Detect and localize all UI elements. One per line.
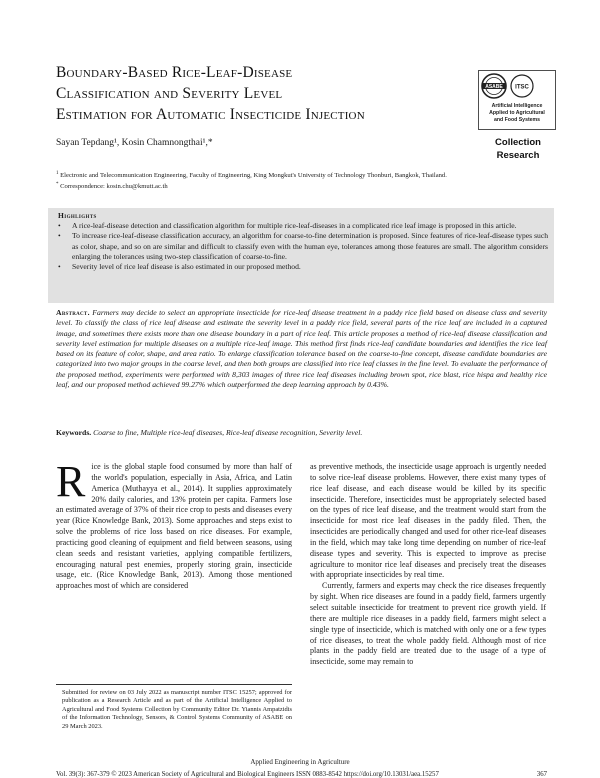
affiliations	[56, 169, 447, 191]
body-paragraph: as preventive methods, the insecticide usage approach is urgently needed to solve rice-leaf disease problems. However, there exist many types of rice leaf disease, and each disease would be killed by its specific insecticide. Therefore, insecticides must be appropriately selected based on the types of rice leaf disease, and the treatment would start from the insecticide for most rice leaf diseases in the paddy filed. Then, the insecticides are periodically changed and used for other rice-leaf diseases in the field, which may take long time depending on number of rice-leaf disease types and severity. This is expected to improve as precise agriculture to monitor rice leaf diseases and precisely treat the diseases with appropriate insecticides by real time.	[310, 462, 546, 580]
title-line: Boundary-Based Rice-Leaf-Disease	[56, 64, 293, 81]
title-line: Estimation for Automatic Insecticide Injection	[56, 106, 365, 123]
itsc-logo-icon	[511, 75, 533, 97]
abstract-text: Farmers may decide to select an appropriate insecticide for rice-leaf disease treatment in a paddy rice field based on disease class and severity level. To classify the class of rice leaf disease and estimate the severity level in a paddy rice field, several parts of the rice leaf are included in a captured image, and sometimes there exists more than one disease boundary in a part of rice leaf. This article proposes a method of rice-leaf disease classification and severity level estimation for multiple diseases on a multiple rice-leaf image. This method first finds rice-leaf candidate boundaries and identifies the rice leaf based on its feature of color, shape, and area ratio. To enlarge classification tolerance based on the coarse-to-fine concept, disease candidate boundaries are categorized into two major groups in the coarse level, and then both groups are classified into rice leaf classes in the fine level. To evaluate the performance of the proposed method, experiments were performed with 8,303 images of three rice leaf diseases including brown spot, rice blast, rice hispa and healthy rice leaf, and our proposed method achieved 99.27% which outperformed the deep learning approach by 0.43%.	[56, 308, 548, 390]
keywords-text: Coarse to fine, Multiple rice-leaf diseases, Rice-leaf disease recognition, Severity level.	[93, 428, 363, 437]
authors: Sayan Tepdang¹, Kosin Chamnongthai¹,*	[56, 138, 213, 148]
asabe-text: ASABE	[485, 84, 503, 90]
bullet-icon: •	[58, 231, 61, 241]
drop-cap: R	[56, 457, 86, 506]
bullet-icon: •	[58, 262, 61, 272]
collection-badge	[478, 70, 556, 130]
title-line: Classification and Severity Level	[56, 85, 283, 102]
article-title	[56, 62, 456, 125]
badge-caption: Applied to Agricultural	[489, 110, 545, 116]
footnote-divider	[56, 684, 292, 685]
collection-label	[470, 136, 566, 162]
page-footer	[56, 771, 547, 778]
submission-footnote: Submitted for review on 03 July 2022 as manuscript number ITSC 15257; approved for publication as a Research Article and as part of the Artificial Intelligence Applied to Agricultural and Food Systems Collection by Community Editor Dr. Yiannis Ampatzidis of the Information Technology, Sensors, & Control Systems Community of ASABE on 29 March 2023.	[62, 689, 292, 730]
keywords-label: Keywords.	[56, 428, 92, 437]
body-paragraph: ice is the global staple food consumed by more than half of the world's population, especially in Asia, Africa, and Latin America (Muthayya et al., 2014). It supplies approximately 20% daily calories, and 13% protein per capita. Farmers lose an estimated average of 37% of their rice crop to pests and diseases every year (Rice Knowledge Bank, 2013). Some approaches and steps exist to solve the problems of rice loss based on rice diseases. For example, practicing good cleaning of equipment and field between seasons, using clean seeds and resistant varieties, applying compatible fertilizers, encouraging natural pest enemies, properly storing grain, insecticide usage, etc. (Rice Knowledge Bank, 2013). Among those mentioned approaches most of which are considered	[56, 462, 292, 591]
abstract	[56, 308, 547, 390]
journal-name: Applied Engineering in Agriculture	[250, 758, 350, 766]
highlights-heading: Highlights	[58, 211, 97, 220]
collection-label-line: Research	[496, 150, 540, 161]
abstract-label: Abstract.	[56, 308, 90, 317]
affiliation-2	[56, 180, 447, 191]
highlight-text: To increase rice-leaf-disease classification accuracy, an algorithm for coarse-to-fine determination is proposed. Since features of rice-leaf-disease types such as color, shape, and so on are similar and difficult to classify even with the human eye, tolerances among those features are small. The algorithm considers enlarging the tolerances using two-step classification of coarse-to-fine.	[72, 231, 548, 261]
highlight-text: Severity level of rice leaf disease is also estimated in our proposed method.	[72, 262, 301, 272]
highlight-text: A rice-leaf-disease detection and classification algorithm for multiple rice-leaf-diseases in a complicated rice leaf image is proposed in this article.	[72, 221, 517, 230]
body-column-right	[310, 462, 546, 668]
affiliation-mark: *	[56, 182, 59, 188]
asabe-logo-icon	[482, 74, 506, 98]
body-column-left	[56, 457, 292, 592]
page-number: 367	[536, 771, 547, 778]
keywords	[56, 428, 547, 437]
citation-line: Vol. 39(3): 367-379 © 2023 American Society of Agricultural and Biological Engineers ISSN 0883-8542 https://doi.org/10.13031/aea.15257	[56, 771, 439, 778]
affiliation-1	[56, 169, 447, 180]
badge-caption: and Food Systems	[493, 117, 541, 123]
highlight-item	[58, 262, 548, 272]
highlight-item	[58, 231, 548, 262]
highlight-item	[58, 221, 548, 231]
badge-caption: Artificial Intelligence	[491, 103, 543, 109]
itsc-text: ITSC	[515, 84, 529, 91]
affiliation-mark: 1	[56, 171, 59, 176]
highlights-list	[58, 221, 548, 272]
collection-label-line: Collection	[495, 137, 541, 148]
affiliation-text: Electronic and Telecommunication Engineering, Faculty of Engineering, King Mongkut's University of Technology Thonburi, Bangkok, Thailand.	[60, 172, 447, 180]
body-paragraph: Currently, farmers and experts may check the rice diseases frequently by sight. When rice diseases are found in a paddy field, farmers urgently select suitable insecticide for treatment to prevent rice growth yield. If there are multiple rice diseases in a paddy field, farmers might select a single type of insecticide, which is matched with only one or a few types of rice diseases, to treat the whole paddy field. Although most of rice plants in the paddy field are treated due to the usage of a type of insecticide, some may remain to	[310, 581, 546, 667]
correspondence-text: Correspondence: kosin.chu@kmutt.ac.th	[60, 183, 168, 191]
bullet-icon: •	[58, 221, 61, 230]
